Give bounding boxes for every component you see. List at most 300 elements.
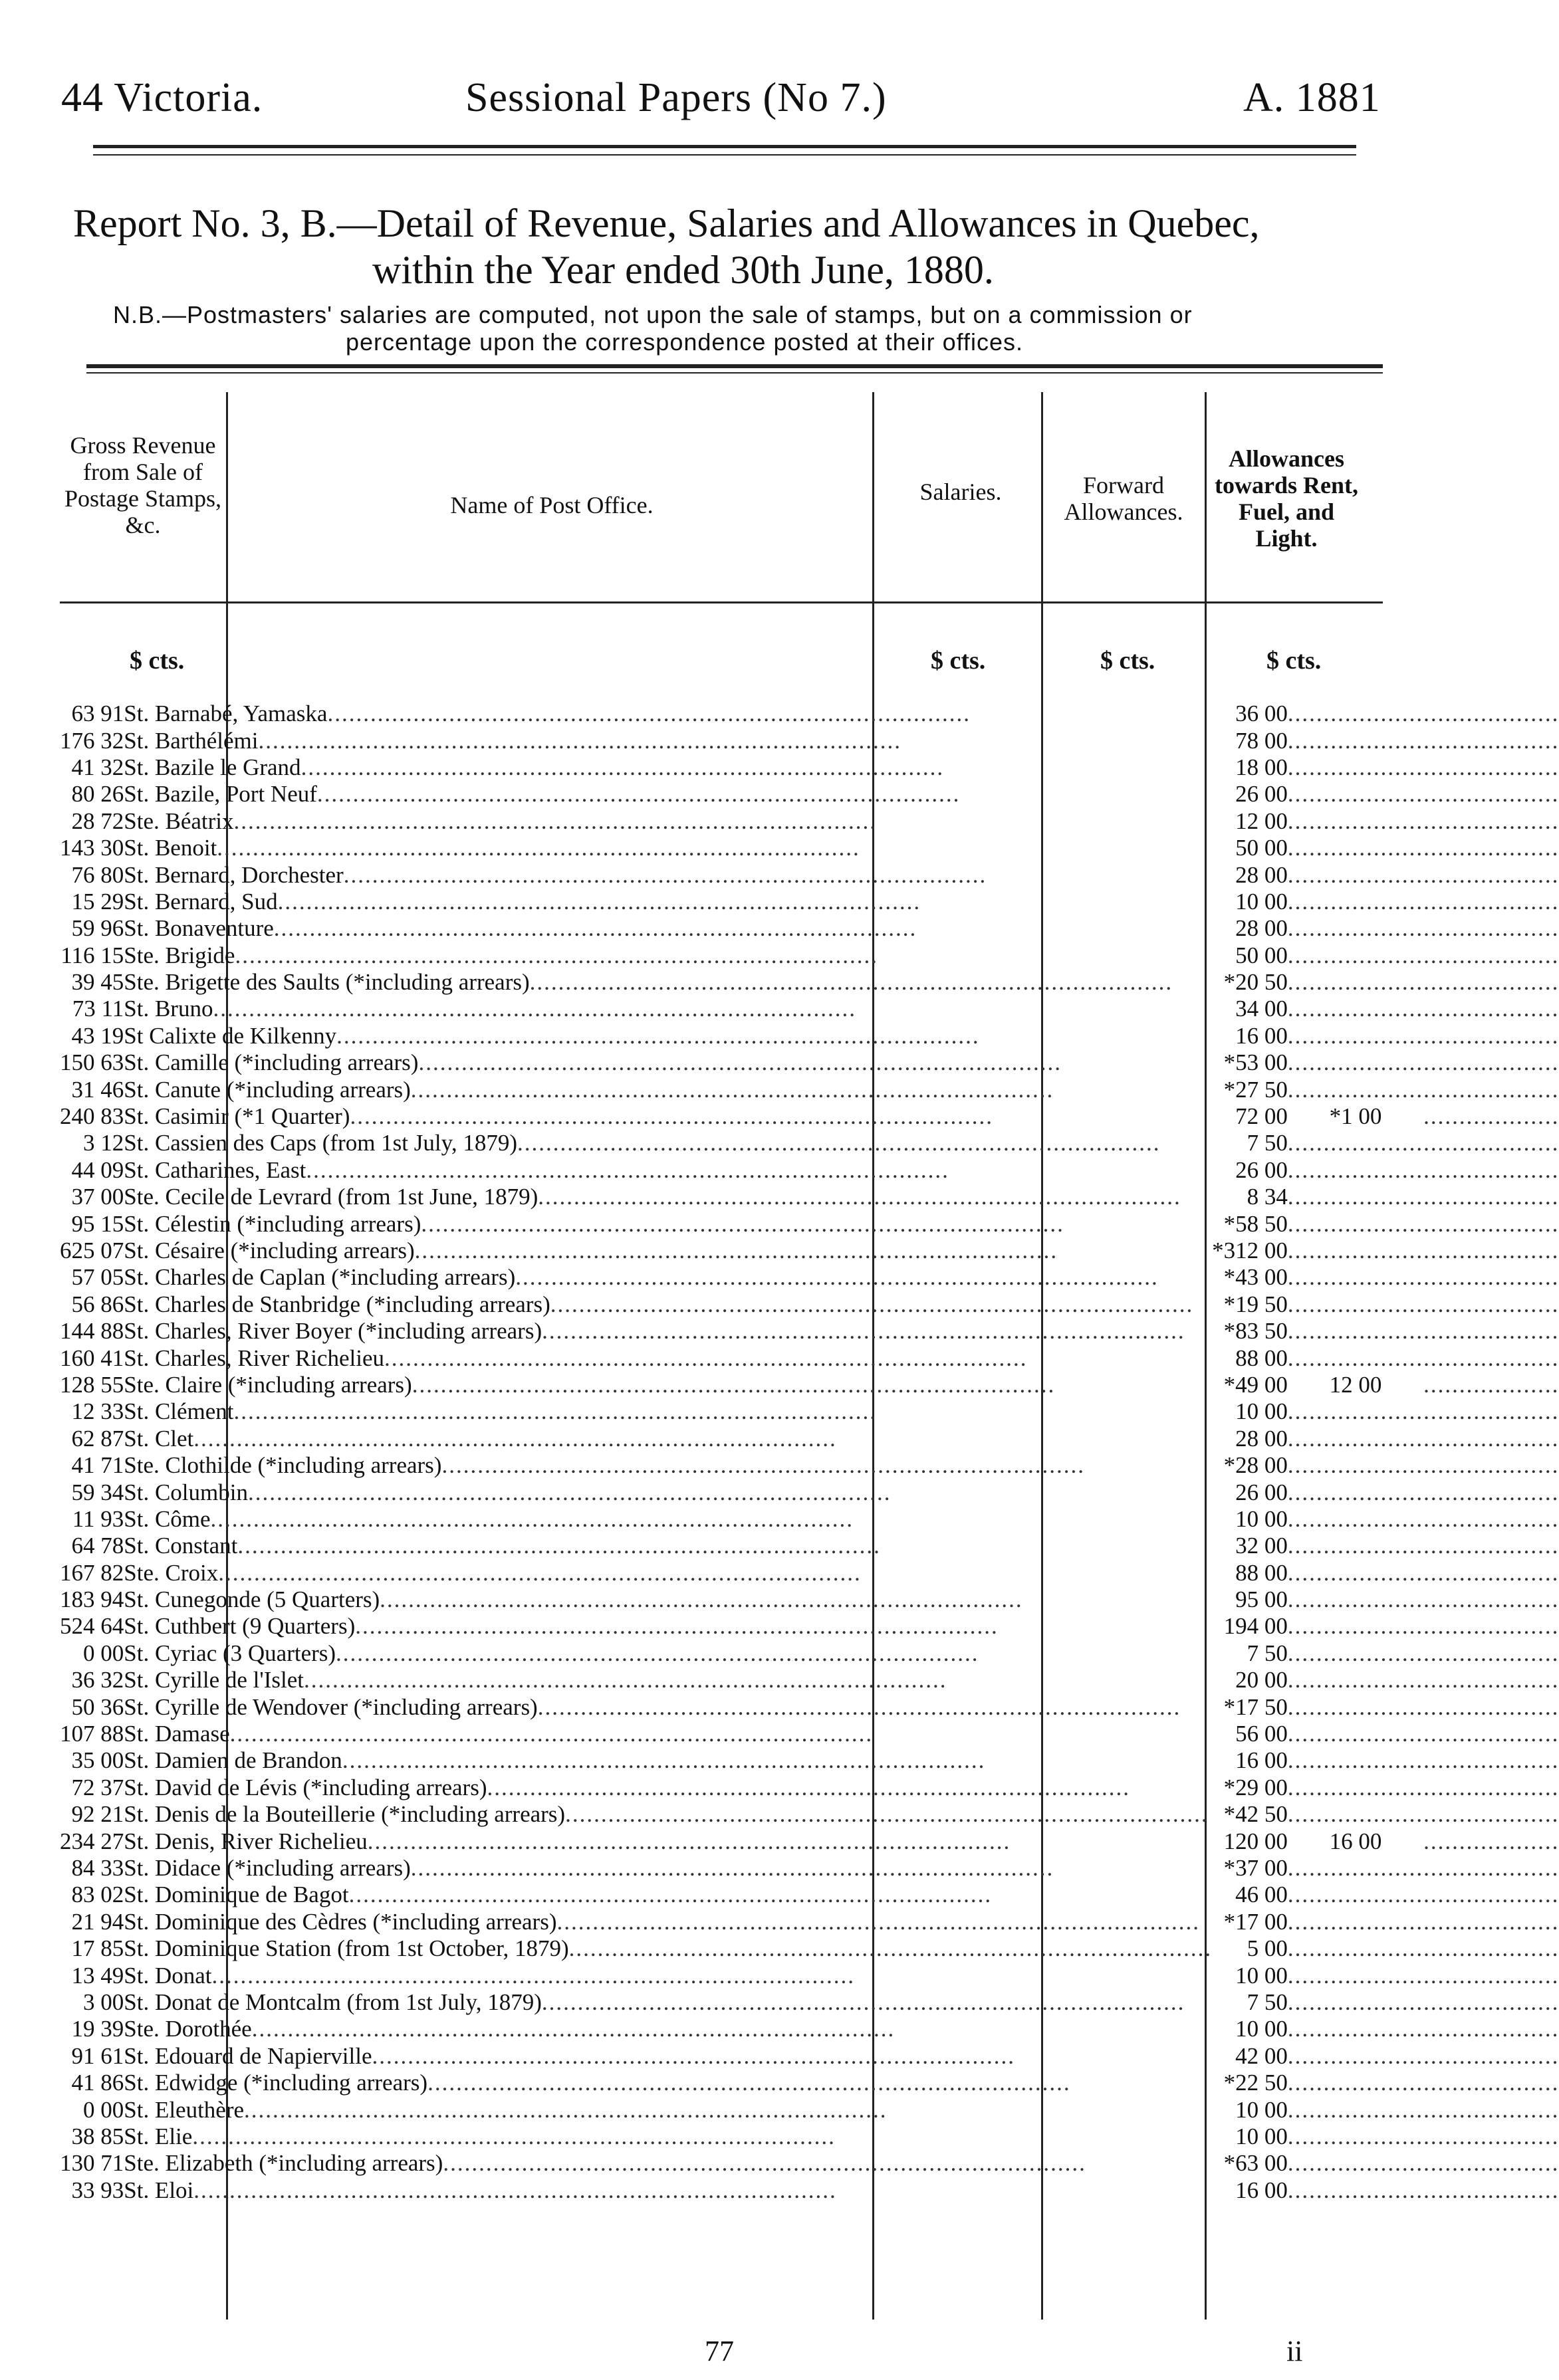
leader-dots: ...................	[1287, 1318, 1424, 1345]
salary-cell: 16 00	[1235, 1747, 1288, 1774]
leader-dots: ...................	[1287, 1774, 1424, 1800]
forward-allowance-cell	[1288, 1560, 1423, 1586]
leader-dots: ...................	[1423, 701, 1559, 727]
leader-dots: ...................	[1287, 1586, 1424, 1613]
leader-dots: ..........................................................................................	[427, 2070, 1071, 2096]
leader-dots: ...................	[1423, 2016, 1559, 2042]
forward-allowance-cell	[1288, 1184, 1423, 1210]
salary-cell: 7 50	[1247, 1640, 1288, 1666]
leader-dots: ...................	[1287, 1049, 1424, 1076]
forward-allowance-cell: 16 00	[1329, 1828, 1382, 1854]
salary-cell: *312 00	[1212, 1238, 1288, 1263]
gross-revenue-cell: 0 00	[83, 2096, 124, 2123]
salary-cell: 50 00	[1235, 942, 1288, 968]
gross-revenue-cell: 83 02	[71, 1882, 124, 1908]
leader-dots: ...................	[1287, 2070, 1424, 2096]
leader-dots: ...................	[1423, 1774, 1559, 1800]
forward-allowance-cell	[1288, 1345, 1423, 1371]
salary-cell: 10 00	[1235, 1398, 1288, 1425]
leader-dots: ..........................................................................................	[350, 1103, 993, 1130]
leader-dots: ...................	[1423, 1935, 1559, 1962]
rent-fuel-light-cell	[1423, 1721, 1559, 1747]
post-office-name: St. Bernard, Dorchester	[124, 861, 344, 888]
table-row	[60, 1693, 1559, 1720]
post-office-name: St. Cyrille de Wendover (*including arrears)	[124, 1693, 538, 1720]
col-head-salaries: Salaries.	[919, 479, 1002, 505]
leader-dots: ...................	[1287, 781, 1424, 808]
table-row	[60, 1318, 1559, 1345]
salary-cell: 10 00	[1235, 888, 1288, 915]
forward-allowance-cell	[1288, 1721, 1423, 1747]
post-office-cell	[124, 1828, 1212, 1854]
leader-dots: ...................	[1423, 1667, 1559, 1693]
salary-cell: 34 00	[1235, 996, 1288, 1022]
forward-allowance-cell: 12 00	[1329, 1371, 1382, 1398]
gross-revenue-cell: 12 33	[71, 1398, 124, 1425]
forward-allowance-cell	[1288, 889, 1423, 915]
leader-dots: ...................	[1287, 1505, 1424, 1532]
rent-fuel-light-cell	[1423, 808, 1559, 835]
table-row	[60, 1855, 1559, 1882]
post-office-name: Ste. Elizabeth (*including arrears)	[124, 2150, 443, 2177]
forward-allowance-cell	[1288, 1157, 1423, 1184]
forward-allowance-cell	[1288, 1318, 1423, 1345]
post-office-cell	[124, 835, 1212, 861]
table-row	[60, 754, 1559, 781]
post-office-name: Ste. Brigette des Saults (*including arrears)	[124, 969, 530, 996]
forward-allowance-cell	[1288, 1452, 1423, 1479]
rent-fuel-light-cell	[1423, 1693, 1559, 1720]
post-office-cell	[124, 1184, 1212, 1210]
gross-revenue-cell: 41 71	[71, 1452, 124, 1479]
salary-cell: *63 00	[1223, 2150, 1288, 2177]
post-office-name: St. Donat de Montcalm (from 1st July, 1879)	[124, 1989, 542, 2015]
col-head-gross: Gross Revenue from Sale of Postage Stamps, &c.	[64, 432, 221, 538]
table-row	[60, 1372, 1559, 1398]
header-session: 44 Victoria.	[61, 75, 263, 120]
leader-dots: ...................	[1423, 1854, 1559, 1881]
rent-fuel-light-cell	[1423, 1935, 1559, 1962]
leader-dots: ...................	[1423, 2070, 1559, 2096]
post-office-name: St. Cyrille de l'Islet	[124, 1667, 304, 1693]
leader-dots: ...................	[1287, 1962, 1424, 1989]
post-office-name: St. Bazile, Port Neuf	[124, 781, 317, 808]
gross-revenue-cell: 92 21	[71, 1801, 124, 1828]
units-salaries: $ cts.	[931, 647, 986, 675]
leader-dots: ...................	[1287, 808, 1424, 834]
table-row	[60, 1560, 1559, 1586]
gross-revenue-cell: 39 45	[71, 969, 124, 996]
post-office-cell	[124, 2070, 1212, 2096]
salary-cell: 32 00	[1235, 1533, 1288, 1559]
forward-allowance-cell	[1288, 1775, 1423, 1801]
forward-allowance-cell	[1288, 1747, 1423, 1774]
leader-dots: ...................	[1423, 1156, 1559, 1183]
header-rule-thin	[93, 154, 1356, 156]
table-row	[60, 969, 1559, 996]
salary-cell: 26 00	[1235, 1156, 1288, 1183]
rent-fuel-light-cell	[1423, 1023, 1559, 1049]
leader-dots: ..........................................................................................	[336, 1022, 980, 1049]
post-office-cell	[124, 1989, 1212, 2016]
rent-fuel-light-cell	[1423, 889, 1559, 915]
post-office-cell	[124, 1345, 1212, 1371]
leader-dots: ...................	[1287, 835, 1424, 861]
post-office-name: St. Barnabé, Yamaska	[124, 701, 328, 727]
table-row	[60, 1747, 1559, 1774]
post-office-cell	[124, 2123, 1212, 2150]
table-row	[60, 1130, 1559, 1156]
leader-dots: ..........................................................................................	[414, 1238, 1058, 1263]
forward-allowance-cell	[1288, 2096, 1423, 2123]
leader-dots: ..........................................................................................	[306, 1156, 949, 1183]
post-office-cell	[124, 1667, 1212, 1693]
table-row	[60, 1989, 1559, 2016]
forward-allowance-cell	[1288, 2016, 1423, 2042]
leader-dots: ...................	[1423, 835, 1559, 861]
rent-fuel-light-cell	[1423, 1238, 1559, 1264]
table-row	[60, 2123, 1559, 2150]
forward-allowance-cell	[1288, 701, 1423, 727]
table-row	[60, 781, 1559, 808]
leader-dots: ...................	[1423, 861, 1559, 888]
gross-revenue-cell: 44 09	[71, 1156, 124, 1183]
salary-cell: *83 50	[1223, 1318, 1288, 1345]
leader-dots: ..........................................................................................	[418, 1049, 1062, 1076]
leader-dots: ...................	[1423, 2042, 1559, 2069]
report-title: Report No. 3, B.—Detail of Revenue, Salaries and Allowances in Quebec,	[73, 201, 1260, 245]
forward-allowance-cell	[1288, 1210, 1423, 1237]
gross-revenue-cell: 28 72	[71, 808, 124, 834]
leader-dots: ...................	[1287, 1210, 1424, 1237]
gross-revenue-cell: 3 12	[83, 1130, 124, 1156]
post-office-name: St. Constant	[124, 1533, 238, 1559]
leader-dots: ...................	[1423, 1049, 1559, 1076]
post-office-cell	[124, 1130, 1212, 1156]
leader-dots: ...................	[1287, 1452, 1424, 1479]
col-head-allowances: Allowances towards Rent, Fuel, and Light.	[1215, 445, 1358, 552]
forward-allowance-cell	[1288, 1989, 1423, 2016]
gross-revenue-cell: 116 15	[60, 942, 124, 968]
salary-cell: 10 00	[1235, 2016, 1288, 2042]
rent-fuel-light-cell	[1423, 1533, 1559, 1559]
gross-revenue-cell: 91 61	[71, 2042, 124, 2069]
salary-cell: *22 50	[1223, 2070, 1288, 2096]
leader-dots: ...................	[1287, 861, 1424, 888]
leader-dots: ...................	[1423, 1640, 1559, 1666]
salary-cell: 78 00	[1235, 727, 1288, 754]
post-office-name: St. Dominique Station (from 1st October, 1879)	[124, 1935, 569, 1962]
post-office-cell	[124, 1640, 1212, 1667]
rent-fuel-light-cell	[1423, 915, 1559, 942]
table-row	[60, 1721, 1559, 1747]
leader-dots: ..........................................................................................	[538, 1184, 1181, 1210]
forward-allowance-cell	[1288, 1076, 1423, 1103]
leader-dots: ..........................................................................................	[237, 1533, 881, 1559]
salary-cell: 26 00	[1235, 781, 1288, 808]
leader-dots: ...................	[1423, 1238, 1559, 1263]
post-office-cell	[124, 1210, 1212, 1237]
forward-allowance-cell	[1288, 1613, 1423, 1640]
leader-dots: ..........................................................................................	[487, 1774, 1130, 1800]
leader-dots: ...................	[1287, 727, 1424, 754]
leader-dots: ...................	[1423, 754, 1559, 780]
salary-cell: 10 00	[1235, 1505, 1288, 1532]
leader-dots: ..........................................................................................	[412, 1371, 1056, 1398]
leader-dots: ...................	[1423, 1103, 1559, 1130]
table-row	[60, 1506, 1559, 1533]
leader-dots: ...................	[1287, 1559, 1424, 1586]
post-office-name: St. Elie	[124, 2123, 193, 2149]
leader-dots: ...................	[1423, 1962, 1559, 1989]
leader-dots: ...................	[1287, 1156, 1424, 1183]
page-number: 77	[705, 2335, 734, 2367]
gross-revenue-cell: 56 86	[71, 1291, 124, 1317]
forward-allowance-cell	[1288, 1935, 1423, 1962]
table-row	[60, 861, 1559, 888]
rent-fuel-light-cell	[1423, 1184, 1559, 1210]
revenue-table	[60, 701, 1559, 2204]
salary-cell: 88 00	[1235, 1559, 1288, 1586]
forward-allowance-cell	[1288, 1640, 1423, 1667]
table-row	[60, 835, 1559, 861]
leader-dots: ...................	[1287, 2016, 1424, 2042]
rent-fuel-light-cell	[1423, 1560, 1559, 1586]
table-row	[60, 1667, 1559, 1693]
sheet-mark: ii	[1286, 2335, 1303, 2367]
salary-cell: *49 00	[1223, 1371, 1288, 1398]
forward-allowance-cell	[1288, 1264, 1423, 1291]
table-row	[60, 2177, 1559, 2203]
leader-dots: ...................	[1423, 1801, 1559, 1828]
gross-revenue-cell: 76 80	[71, 861, 124, 888]
post-office-cell	[124, 2016, 1212, 2042]
post-office-cell	[124, 1291, 1212, 1318]
leader-dots: ..........................................................................................	[568, 1935, 1213, 1962]
leader-dots: ...................	[1287, 1398, 1424, 1425]
leader-dots: ..........................................................................................	[193, 2177, 837, 2203]
gross-revenue-cell: 524 64	[60, 1613, 124, 1640]
post-office-name: St. Camille (*including arrears)	[124, 1049, 419, 1076]
gross-revenue-cell: 15 29	[71, 888, 124, 915]
leader-dots: ...................	[1423, 1533, 1559, 1559]
table-row	[60, 1882, 1559, 1908]
rent-fuel-light-cell	[1423, 2096, 1559, 2123]
post-office-name: St. Edwidge (*including arrears)	[124, 2070, 428, 2096]
leader-dots: ...................	[1287, 1908, 1424, 1935]
salary-cell: 16 00	[1235, 2177, 1288, 2203]
gross-revenue-cell: 160 41	[60, 1345, 124, 1371]
post-office-name: St. Côme	[124, 1505, 211, 1532]
salary-cell: *58 50	[1223, 1210, 1288, 1237]
leader-dots: ...................	[1287, 1425, 1424, 1452]
post-office-cell	[124, 2096, 1212, 2123]
post-office-name: Ste. Croix	[124, 1559, 219, 1586]
gross-revenue-cell: 73 11	[72, 996, 124, 1022]
leader-dots: ...................	[1287, 888, 1424, 915]
gross-revenue-cell: 11 93	[72, 1505, 124, 1532]
post-office-name: St. Charles, River Richelieu	[124, 1345, 384, 1371]
post-office-cell	[124, 1533, 1212, 1559]
table-row	[60, 1479, 1559, 1505]
gross-revenue-cell: 0 00	[83, 1640, 124, 1666]
leader-dots: ..........................................................................................	[316, 781, 961, 808]
post-office-name: St. Bonaventure	[124, 915, 274, 942]
gross-revenue-cell: 143 30	[60, 835, 124, 861]
forward-allowance-cell	[1288, 1693, 1423, 1720]
post-office-name: St. Bernard, Sud	[124, 888, 278, 915]
salary-cell: 26 00	[1235, 1479, 1288, 1505]
post-office-name: St. Clet	[124, 1425, 194, 1452]
salary-cell: *53 00	[1223, 1049, 1288, 1076]
rent-fuel-light-cell	[1423, 2016, 1559, 2042]
table-row	[60, 1426, 1559, 1452]
gross-revenue-cell: 17 85	[71, 1935, 124, 1962]
rent-fuel-light-cell	[1423, 1264, 1559, 1291]
col-head-name: Name of Post Office.	[450, 492, 654, 518]
leader-dots: ..........................................................................................	[441, 1452, 1085, 1479]
leader-dots: ..........................................................................................	[211, 1962, 855, 1989]
leader-dots: ...................	[1287, 1667, 1424, 1693]
rent-fuel-light-cell	[1423, 2177, 1559, 2203]
leader-dots: ...................	[1287, 1184, 1424, 1210]
post-office-cell	[124, 1613, 1212, 1640]
leader-dots: ...................	[1423, 1721, 1559, 1747]
forward-allowance-cell	[1288, 2177, 1423, 2203]
leader-dots: ...................	[1287, 969, 1424, 996]
leader-dots: ..........................................................................................	[336, 1640, 979, 1666]
post-office-cell	[124, 1801, 1212, 1828]
leader-dots: ...................	[1287, 1882, 1424, 1908]
gross-revenue-cell: 36 32	[71, 1667, 124, 1693]
leader-dots: ...................	[1423, 1586, 1559, 1613]
post-office-cell	[124, 1157, 1212, 1184]
forward-allowance-cell	[1288, 915, 1423, 942]
leader-dots: ..........................................................................................	[343, 861, 987, 888]
header-bottom-rule	[60, 601, 1383, 603]
post-office-name: St. Charles de Caplan (*including arrears)	[124, 1264, 516, 1291]
forward-allowance-cell	[1288, 1049, 1423, 1076]
table-row	[60, 2096, 1559, 2123]
gross-revenue-cell: 167 82	[60, 1559, 124, 1586]
table-row	[60, 701, 1559, 727]
salary-cell: 72 00	[1235, 1103, 1288, 1130]
leader-dots: ..........................................................................................	[192, 2123, 836, 2149]
rent-fuel-light-cell	[1423, 1506, 1559, 1533]
leader-dots: ...................	[1287, 1345, 1424, 1371]
leader-dots: ..........................................................................................	[529, 969, 1173, 996]
gross-revenue-cell: 59 34	[71, 1479, 124, 1505]
table-row	[60, 2070, 1559, 2096]
post-office-cell	[124, 1103, 1212, 1130]
table-row	[60, 727, 1559, 754]
rent-fuel-light-cell	[1423, 1426, 1559, 1452]
leader-dots: ...................	[1423, 1345, 1559, 1371]
leader-dots: ..........................................................................................	[355, 1613, 999, 1640]
salary-cell: *42 50	[1223, 1801, 1288, 1828]
rent-fuel-light-cell	[1423, 1586, 1559, 1613]
leader-dots: ...................	[1287, 1747, 1424, 1774]
leader-dots: ...................	[1287, 2177, 1424, 2203]
post-office-cell	[124, 1479, 1212, 1505]
gross-revenue-cell: 19 39	[71, 2016, 124, 2042]
leader-dots: ...................	[1423, 808, 1559, 834]
post-office-name: St. Dominique des Cèdres (*including arrears)	[124, 1908, 557, 1935]
post-office-cell	[124, 1560, 1212, 1586]
rent-fuel-light-cell	[1423, 1372, 1559, 1398]
post-office-cell	[124, 1775, 1212, 1801]
gross-revenue-cell: 33 93	[71, 2177, 124, 2203]
rent-fuel-light-cell	[1423, 1157, 1559, 1184]
forward-allowance-cell	[1288, 1801, 1423, 1828]
post-office-name: St. Columbin	[124, 1479, 248, 1505]
leader-dots: ...................	[1287, 1613, 1424, 1640]
table-row	[60, 1398, 1559, 1425]
rent-fuel-light-cell	[1423, 942, 1559, 969]
post-office-name: St. Charles, River Boyer (*including arrears)	[124, 1318, 542, 1345]
gross-revenue-cell: 84 33	[71, 1854, 124, 1881]
leader-dots: ...................	[1423, 1398, 1559, 1425]
header-papers: Sessional Papers (No 7.)	[465, 75, 887, 120]
salary-cell: 36 00	[1235, 701, 1288, 727]
salary-cell: *29 00	[1223, 1774, 1288, 1800]
table-row	[60, 1157, 1559, 1184]
salary-cell: 20 00	[1235, 1667, 1288, 1693]
post-office-name: St. Barthélémi	[124, 727, 259, 754]
leader-dots: ...................	[1423, 1425, 1559, 1452]
leader-dots: ...................	[1287, 1076, 1424, 1103]
forward-allowance-cell: *1 00	[1329, 1103, 1382, 1130]
leader-dots: ...................	[1287, 701, 1424, 727]
rent-fuel-light-cell	[1423, 969, 1559, 996]
leader-dots: ...................	[1423, 1264, 1559, 1291]
leader-dots: ...................	[1423, 1452, 1559, 1479]
leader-dots: ..........................................................................................	[421, 1210, 1064, 1237]
leader-dots: ...................	[1423, 1318, 1559, 1345]
note-line2: percentage upon the correspondence posted at their offices.	[346, 328, 1023, 356]
salary-cell: 56 00	[1235, 1721, 1288, 1747]
post-office-name: St. Canute (*including arrears)	[124, 1076, 411, 1103]
leader-dots: ...................	[1287, 1989, 1424, 2015]
table-row	[60, 1076, 1559, 1103]
post-office-name: Ste. Claire (*including arrears)	[124, 1371, 412, 1398]
table-row	[60, 2043, 1559, 2070]
leader-dots: ..........................................................................................	[233, 1398, 878, 1425]
leader-dots: ...................	[1287, 1264, 1424, 1291]
gross-revenue-cell: 72 37	[71, 1774, 124, 1800]
forward-allowance-cell	[1288, 1426, 1423, 1452]
col-head-forward: Forward Allowances.	[1064, 472, 1183, 525]
rent-fuel-light-cell	[1423, 1398, 1559, 1425]
gross-revenue-cell: 64 78	[71, 1533, 124, 1559]
gross-revenue-cell: 183 94	[60, 1586, 124, 1613]
forward-allowance-cell	[1288, 942, 1423, 969]
leader-dots: ..........................................................................................	[517, 1130, 1161, 1156]
rent-fuel-light-cell	[1423, 1291, 1559, 1318]
post-office-name: Ste. Dorothée	[124, 2016, 252, 2042]
table-row	[60, 1640, 1559, 1667]
post-office-cell	[124, 1721, 1212, 1747]
gross-revenue-cell: 95 15	[71, 1210, 124, 1237]
gross-revenue-cell: 62 87	[71, 1425, 124, 1452]
leader-dots: ...................	[1287, 1291, 1424, 1317]
table-row	[60, 2150, 1559, 2177]
post-office-cell	[124, 889, 1212, 915]
post-office-cell	[124, 701, 1212, 727]
forward-allowance-cell	[1288, 1506, 1423, 1533]
leader-dots: ...................	[1423, 2096, 1559, 2123]
post-office-name: St. Benoit	[124, 835, 217, 861]
